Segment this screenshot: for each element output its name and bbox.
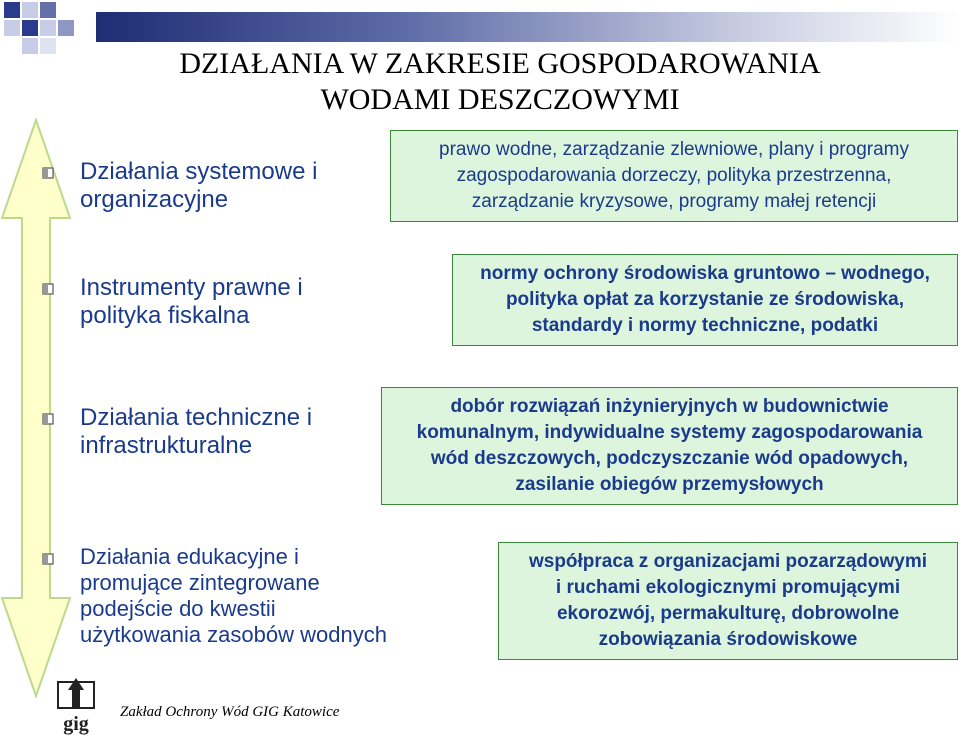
bullet-icon [42, 553, 54, 565]
box-line: i ruchami ekologicznymi promującymi [555, 577, 901, 598]
bullet-icon [42, 283, 54, 295]
page-title [90, 46, 910, 118]
box-systemowe [390, 130, 958, 222]
box-line: zobowiązania środowiskowe [598, 629, 858, 650]
box-line: standardy i normy techniczne, podatki [531, 315, 879, 336]
label-line: organizacyjne [80, 186, 229, 213]
box-line: zasilanie obiegów przemysłowych [515, 474, 824, 495]
footer-text: Zakład Ochrony Wód GIG Katowice [120, 704, 340, 720]
label-line: podejście do kwestii [80, 596, 276, 621]
box-line: zagospodarowania dorzeczy, polityka przestrzenna, [456, 165, 892, 186]
title-line-1: DZIAŁANIA W ZAKRESIE GOSPODAROWANIA [179, 47, 821, 80]
box-line: ekorozwój, permakulturę, dobrowolne [556, 603, 900, 624]
box-line: normy ochrony środowiska gruntowo – wodnego, [480, 263, 930, 284]
category-label-systemowe [80, 158, 317, 214]
label-line: polityka fiskalna [80, 302, 250, 329]
box-prawne [452, 254, 958, 346]
category-label-prawne [80, 274, 303, 330]
box-line: komunalnym, indywidualne systemy zagospodarowania [416, 422, 923, 443]
header-bar [96, 12, 960, 42]
logo-text: gig [63, 713, 89, 735]
box-line: polityka opłat za korzystanie ze środowiska, [505, 289, 905, 310]
label-line: Działania systemowe i [80, 158, 318, 185]
double-arrow-icon [0, 118, 72, 698]
box-line: wód deszczowych, podczyszczanie wód opadowych, [430, 448, 909, 469]
gig-logo [52, 676, 104, 736]
bullet-icon [42, 167, 54, 179]
label-line: Działania techniczne i [80, 404, 313, 431]
box-line: współpraca z organizacjami pozarządowymi [528, 551, 928, 572]
box-line: dobór rozwiązań inżynieryjnych w budownictwie [450, 396, 889, 417]
box-line: prawo wodne, zarządzanie zlewniowe, plany i programy [439, 139, 909, 160]
box-edukacyjne [498, 542, 958, 660]
label-line: promujące zintegrowane [80, 570, 320, 595]
bullet-icon [42, 413, 54, 425]
label-line: użytkowania zasobów wodnych [80, 622, 387, 647]
label-line: Instrumenty prawne i [80, 274, 303, 301]
box-techniczne [381, 387, 958, 505]
label-line: Działania edukacyjne i [80, 544, 299, 569]
corner-decoration [0, 0, 90, 60]
title-line-2: WODAMI DESZCZOWYMI [320, 83, 680, 116]
category-label-edukacyjne [80, 544, 387, 648]
box-line: zarządzanie kryzysowe, programy małej retencji [471, 191, 877, 212]
label-line: infrastrukturalne [80, 432, 253, 459]
category-label-techniczne [80, 404, 312, 460]
